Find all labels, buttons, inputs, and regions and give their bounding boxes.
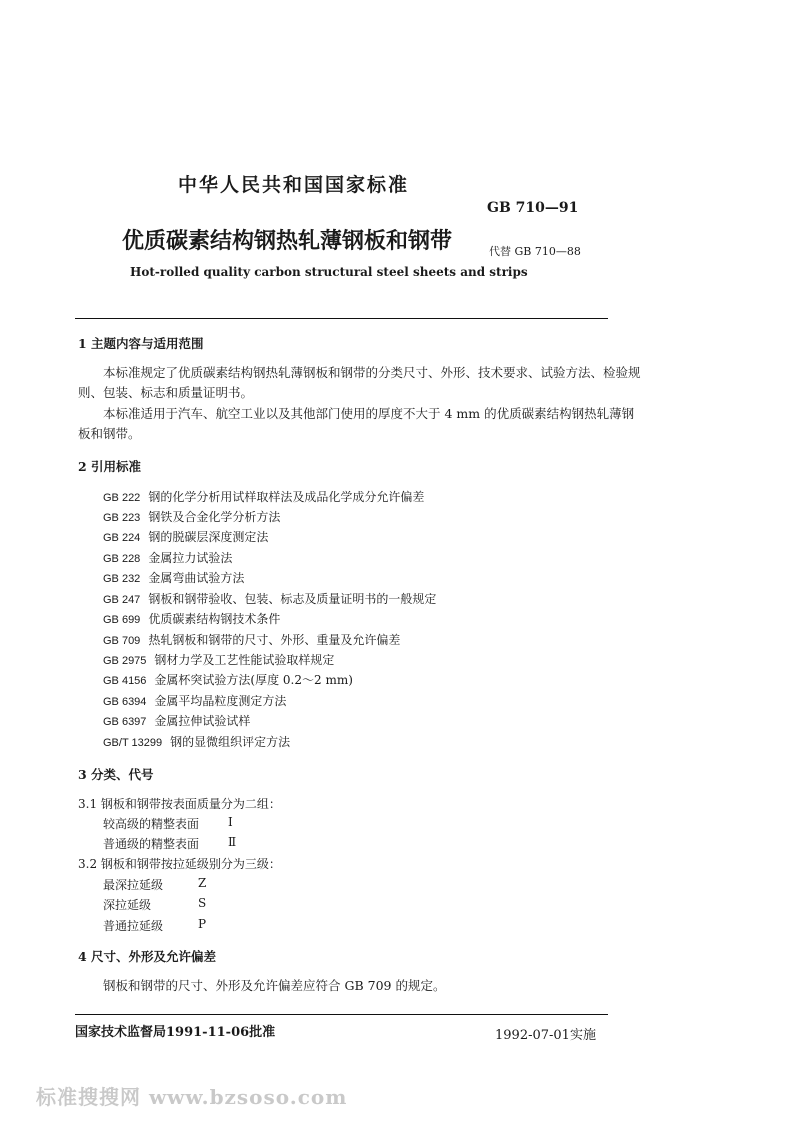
surface-group-name: 较高级的精整表面 [103, 817, 200, 831]
reference-code: GB 247 [103, 594, 141, 606]
reference-code: GB 6394 [103, 696, 147, 708]
site-watermark: 标准搜搜网 www.bzsoso.com [36, 1085, 348, 1109]
clause-3-1: 3.1 钢板和钢带按表面质量分为二组： [78, 797, 281, 811]
reference-item [103, 610, 280, 627]
approval-note: 国家技术监督局1991-11-06批准 [75, 1025, 276, 1040]
replaces-standard: 代替 GB 710—88 [489, 245, 581, 258]
document-title-cn: 优质碳素结构钢热轧薄钢板和钢带 [122, 228, 453, 254]
reference-title: 钢铁及合金化学分析方法 [148, 510, 281, 524]
drawing-level-name: 普通拉延级 [103, 919, 164, 933]
section-4-para: 钢板和钢带的尺寸、外形及允许偏差应符合 GB 709 的规定。 [103, 978, 446, 993]
reference-item [103, 671, 353, 688]
reference-code: GB 4156 [103, 675, 147, 687]
reference-item [103, 733, 290, 750]
drawing-level-name: 最深拉延级 [103, 878, 164, 892]
reference-code: GB/T 13299 [103, 737, 163, 749]
reference-title: 优质碳素结构钢技术条件 [148, 612, 281, 626]
implementation-date: 1992-07-01实施 [495, 1028, 596, 1043]
reference-code: GB 224 [103, 532, 141, 544]
reference-title: 钢板和钢带验收、包装、标志及质量证明书的一般规定 [148, 592, 437, 606]
reference-title: 钢的脱碳层深度测定法 [148, 530, 269, 544]
section-1-para-1-line-2: 则、包装、标志和质量证明书。 [78, 385, 254, 400]
reference-code: GB 232 [103, 573, 141, 585]
reference-item [103, 508, 280, 525]
section-1-para-2-line-1: 本标准适用于汽车、航空工业以及其他部门使用的厚度不大于 4 mm 的优质碳素结构钢热轧薄钢 [103, 406, 635, 421]
header-divider [75, 318, 608, 319]
surface-group-name: 普通级的精整表面 [103, 837, 200, 851]
reference-item [103, 488, 424, 505]
reference-title: 钢材力学及工艺性能试验取样规定 [154, 653, 335, 667]
reference-item [103, 651, 334, 668]
reference-title: 金属拉力试验法 [148, 551, 233, 565]
drawing-level-code: Z [198, 876, 207, 890]
section-1-heading: 1 主题内容与适用范围 [78, 336, 204, 351]
reference-code: GB 223 [103, 512, 141, 524]
reference-code: GB 709 [103, 635, 141, 647]
reference-code: GB 6397 [103, 716, 147, 728]
reference-title: 金属弯曲试验方法 [148, 571, 245, 585]
reference-title: 热轧钢板和钢带的尺寸、外形、重量及允许偏差 [148, 633, 401, 647]
national-standard-heading: 中华人民共和国国家标准 [178, 174, 410, 196]
reference-code: GB 699 [103, 614, 141, 626]
reference-title: 金属平均晶粒度测定方法 [154, 694, 287, 708]
section-3-heading: 3 分类、代号 [78, 767, 154, 782]
clause-3-2: 3.2 钢板和钢带按拉延级别分为三级： [78, 857, 281, 871]
reference-item [103, 712, 250, 729]
reference-item [103, 590, 436, 607]
reference-title: 钢的化学分析用试样取样法及成品化学成分允许偏差 [148, 490, 425, 504]
document-title-en: Hot-rolled quality carbon structural steel sheets and strips [130, 265, 528, 279]
reference-item [103, 549, 232, 566]
reference-code: GB 2975 [103, 655, 147, 667]
reference-title: 钢的显微组织评定方法 [170, 735, 291, 749]
reference-item [103, 692, 286, 709]
standard-number: GB 710—91 [487, 200, 579, 216]
footer-divider [75, 1014, 608, 1015]
section-1-para-2-line-2: 板和钢带。 [78, 426, 141, 441]
section-2-heading: 2 引用标准 [78, 459, 142, 474]
drawing-level-name: 深拉延级 [103, 898, 152, 912]
reference-item [103, 631, 400, 648]
drawing-level-code: P [198, 917, 207, 931]
section-4-heading: 4 尺寸、外形及允许偏差 [78, 949, 217, 964]
drawing-level-code: S [198, 896, 207, 910]
reference-item [103, 528, 268, 545]
reference-item [103, 569, 244, 586]
reference-code: GB 222 [103, 492, 141, 504]
reference-title: 金属拉伸试验试样 [154, 714, 251, 728]
section-1-para-1-line-1: 本标准规定了优质碳素结构钢热轧薄钢板和钢带的分类尺寸、外形、技术要求、试验方法、检验规 [103, 365, 641, 380]
reference-code: GB 228 [103, 553, 141, 565]
reference-title: 金属杯突试验方法(厚度 0.2～2 mm) [154, 673, 353, 687]
surface-group-code: Ⅱ [228, 835, 237, 849]
surface-group-code: Ⅰ [228, 815, 233, 829]
